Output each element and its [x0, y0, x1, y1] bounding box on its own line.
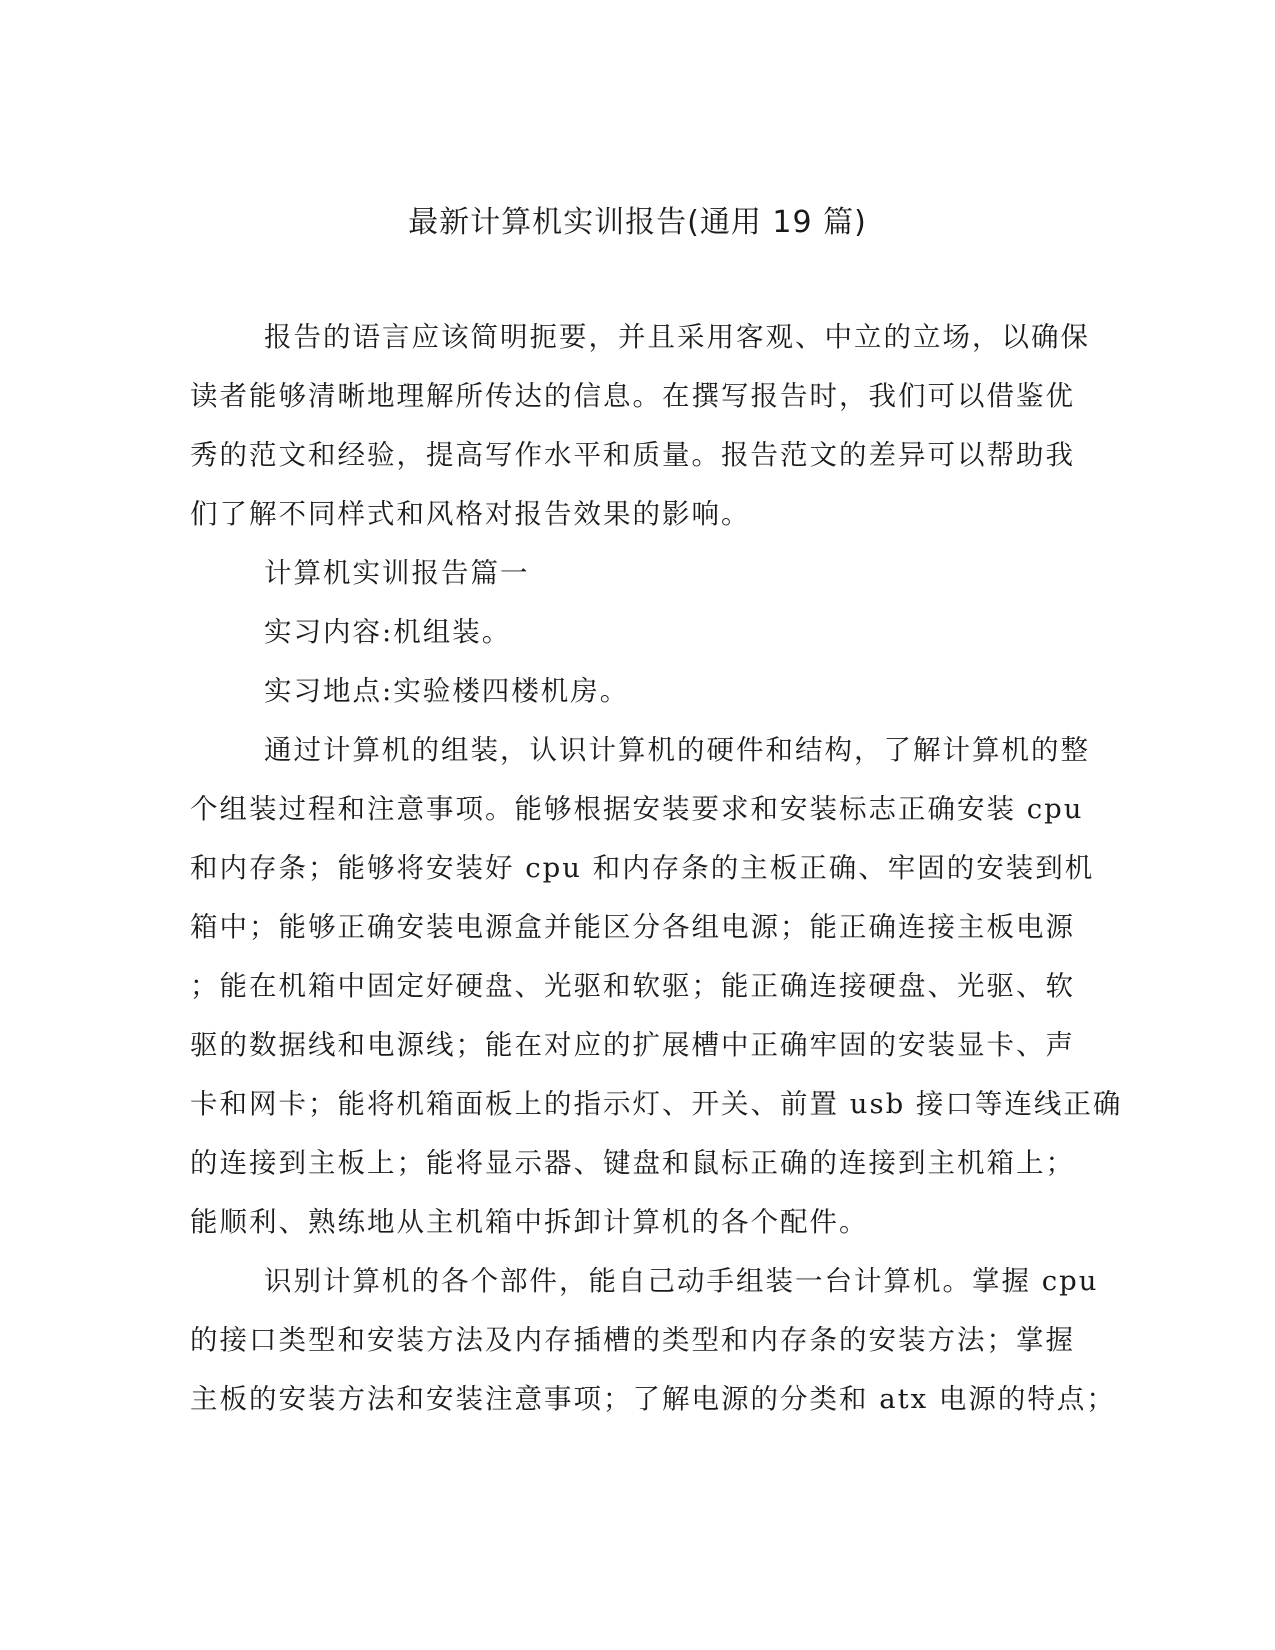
- body-line-goal-6: 驱的数据线和电源线；能在对应的扩展槽中正确牢固的安装显卡、声: [190, 1029, 1075, 1061]
- body-line-skills-1: 识别计算机的各个部件，能自己动手组装一台计算机。掌握 cpu: [264, 1265, 1099, 1297]
- body-line-skills-3: 主板的安装方法和安装注意事项；了解电源的分类和 atx 电源的特点；: [190, 1383, 1116, 1415]
- practice-content-line: 实习内容:机组装。: [264, 616, 512, 648]
- body-line-goal-5: ；能在机箱中固定好硬盘、光驱和软驱；能正确连接硬盘、光驱、软: [190, 970, 1075, 1002]
- body-line-goal-7: 卡和网卡；能将机箱面板上的指示灯、开关、前置 usb 接口等连线正确: [190, 1088, 1123, 1120]
- body-line-goal-9: 能顺利、熟练地从主机箱中拆卸计算机的各个配件。: [190, 1206, 869, 1238]
- body-line-intro-2: 读者能够清晰地理解所传达的信息。在撰写报告时，我们可以借鉴优: [190, 380, 1075, 412]
- body-line-skills-2: 的接口类型和安装方法及内存插槽的类型和内存条的安装方法；掌握: [190, 1324, 1075, 1356]
- body-line-goal-8: 的连接到主板上；能将显示器、键盘和鼠标正确的连接到主机箱上；: [190, 1147, 1075, 1179]
- body-line-goal-1: 通过计算机的组装，认识计算机的硬件和结构，了解计算机的整: [264, 734, 1090, 766]
- body-line-intro-1: 报告的语言应该简明扼要，并且采用客观、中立的立场，以确保: [264, 321, 1090, 353]
- body-line-goal-2: 个组装过程和注意事项。能够根据安装要求和安装标志正确安装 cpu: [190, 793, 1084, 825]
- body-line-goal-3: 和内存条；能够将安装好 cpu 和内存条的主板正确、牢固的安装到机: [190, 852, 1095, 884]
- body-line-goal-4: 箱中；能够正确安装电源盒并能区分各组电源；能正确连接主板电源: [190, 911, 1075, 943]
- document-title: 最新计算机实训报告(通用 19 篇): [408, 205, 867, 240]
- body-line-intro-3: 秀的范文和经验，提高写作水平和质量。报告范文的差异可以帮助我: [190, 439, 1075, 471]
- practice-location-line: 实习地点:实验楼四楼机房。: [264, 675, 630, 707]
- body-line-intro-4: 们了解不同样式和风格对报告效果的影响。: [190, 498, 751, 530]
- section-heading: 计算机实训报告篇一: [264, 557, 530, 589]
